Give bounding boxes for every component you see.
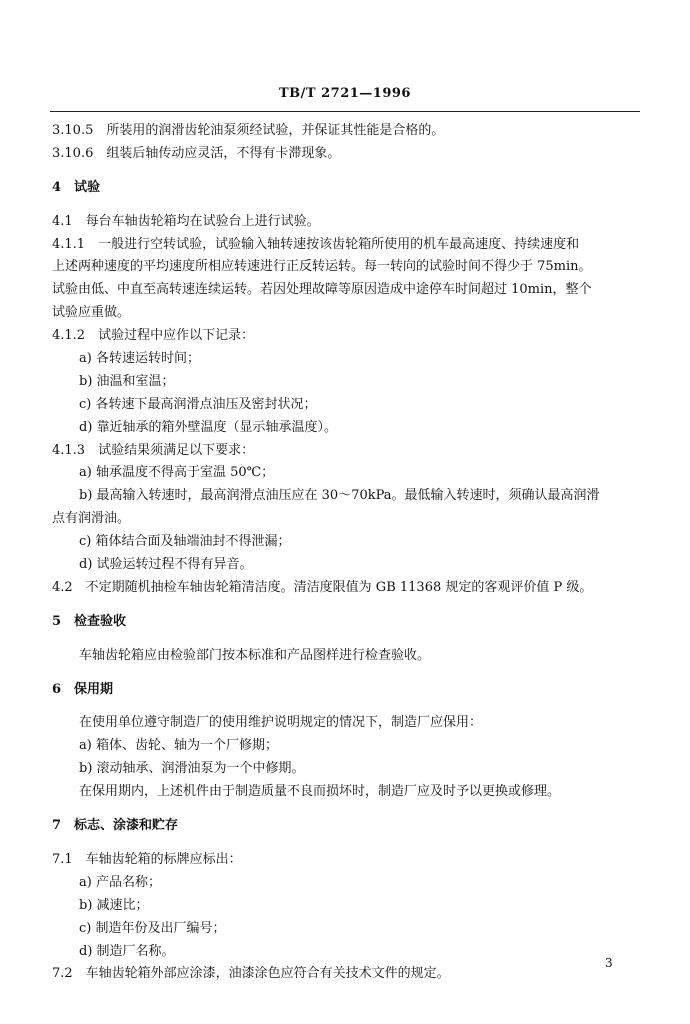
list-item: d) 试验运转过程不得有异音。 — [79, 557, 253, 573]
list-item: c) 各转速下最高润滑点油压及密封状况； — [79, 396, 317, 412]
list-item: b) 滚动轴承、润滑油泵为一个中修期。 — [79, 761, 305, 777]
clause-4-1-1-line-3: 试验由低、中直至高转速连续运转。若因处理故障等原因造成中途停车时间超过 10min，整个 — [52, 282, 592, 298]
list-item: a) 轴承温度不得高于室温 50℃； — [79, 465, 275, 481]
section-7-heading: 7 标志、涂漆和贮存 — [52, 818, 179, 834]
clause-3-10-6: 3.10.6 组装后轴传动应灵活，不得有卡滞现象。 — [52, 145, 341, 161]
list-item: a) 产品名称； — [79, 874, 161, 890]
section-5-heading: 5 检查验收 — [52, 613, 127, 629]
list-item: a) 箱体、齿轮、轴为一个厂修期； — [79, 738, 278, 754]
list-item: b) 最高输入转速时，最高润滑点油压应在 30～70kPa。最低输入转速时，须确认最高润滑 — [79, 488, 600, 504]
clause-4-2: 4.2 不定期随机抽检车轴齿轮箱清洁度。清洁度限值为 GB 11368 规定的客观评价值 P 级。 — [52, 579, 593, 595]
clause-4-1-1-line-2: 上述两种速度的平均速度所相应转速进行正反转运转。每一转向的试验时间不得少于 75min。 — [52, 259, 592, 275]
section-5-paragraph: 车轴齿轮箱应由检验部门按本标准和产品图样进行检查验收。 — [79, 647, 431, 663]
clause-4-1: 4.1 每台车轴齿轮箱均在试验台上进行试验。 — [52, 213, 320, 229]
section-6-heading: 6 保用期 — [52, 681, 114, 697]
list-item: d) 制造厂名称。 — [79, 943, 175, 959]
list-item: c) 箱体结合面及轴端油封不得泄漏； — [79, 534, 291, 550]
list-item: b) 油温和室温； — [79, 373, 175, 389]
document-body — [52, 120, 637, 986]
list-item: a) 各转速运转时间； — [79, 351, 200, 367]
list-item-continuation: 点有润滑油。 — [52, 511, 131, 527]
section-4-heading: 4 试验 — [52, 179, 101, 195]
header-rule — [50, 111, 640, 112]
clause-4-1-3: 4.1.3 试验结果须满足以下要求： — [52, 442, 255, 458]
clause-7-1: 7.1 车轴齿轮箱的标牌应标出： — [52, 851, 242, 867]
list-item: b) 减速比； — [79, 897, 149, 913]
page-number: 3 — [605, 956, 613, 970]
section-6-paragraph: 在使用单位遵守制造厂的使用维护说明规定的情况下，制造厂应保用： — [79, 715, 483, 731]
clause-3-10-5: 3.10.5 所装用的润滑齿轮油泵须经试验，并保证其性能是合格的。 — [52, 123, 445, 138]
list-item: c) 制造年份及出厂编号； — [79, 920, 226, 936]
clause-4-1-1-line-4: 试验应重做。 — [52, 305, 131, 321]
clause-4-1-2: 4.1.2 试验过程中应作以下记录： — [52, 328, 255, 344]
clause-7-2: 7.2 车轴齿轮箱外部应涂漆，油漆涂色应符合有关技术文件的规定。 — [52, 966, 450, 982]
standard-code-header: TB/T 2721—1996 — [279, 86, 411, 101]
clause-4-1-1-line-1: 4.1.1 一般进行空转试验，试验输入轴转速按该齿轮箱所使用的机车最高速度、持续速度和 — [52, 236, 580, 252]
list-item: d) 靠近轴承的箱外壁温度（显示轴承温度）。 — [79, 419, 338, 435]
section-6-paragraph-2: 在保用期内，上述机件由于制造质量不良而损坏时，制造厂应及时予以更换或修理。 — [79, 784, 561, 800]
